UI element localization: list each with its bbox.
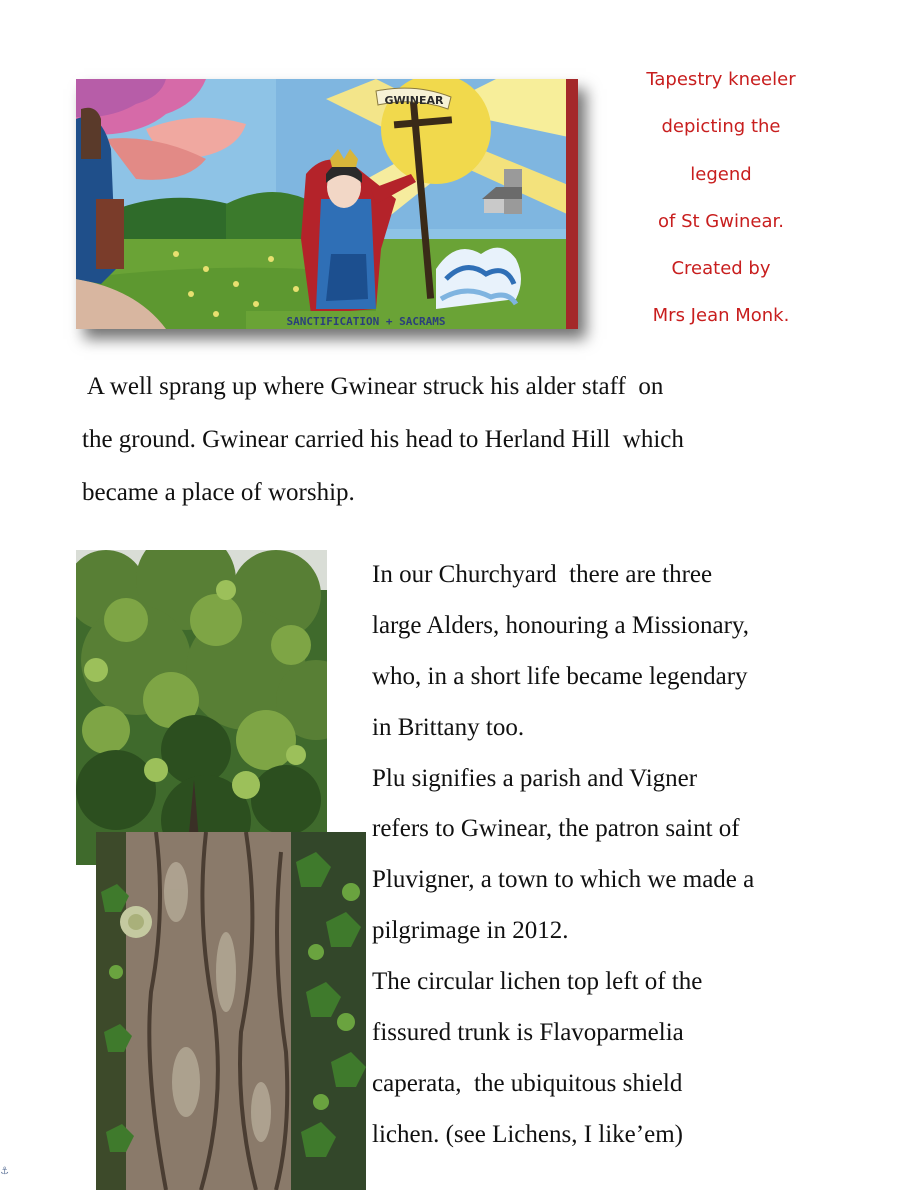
body-line: In our Churchyard there are three xyxy=(372,561,713,588)
intro-line: became a place of worship. xyxy=(82,479,355,506)
body-line: in Brittany too. xyxy=(372,713,525,741)
body-line: who, in a short life became legendary xyxy=(372,662,748,690)
body-line: pilgrimage in 2012. xyxy=(372,917,569,945)
body-line: lichen. (see Lichens, I like’em) xyxy=(372,1120,683,1148)
caption-line: Tapestry kneeler xyxy=(646,69,796,90)
caption-line: Created by xyxy=(671,258,771,280)
tapestry-banner-text: GWINEAR xyxy=(384,94,444,107)
fissured-trunk-photo xyxy=(96,832,366,1190)
image-caption xyxy=(610,62,832,346)
intro-line: the ground. Gwinear carried his head to Herland Hill which xyxy=(82,426,684,453)
caption-line: depicting the xyxy=(661,116,781,138)
body-line: large Alders, honouring a Missionary, xyxy=(372,611,750,639)
body-line: caperata, the ubiquitous shield xyxy=(372,1069,683,1097)
intro-line: A well sprang up where Gwinear struck his alder staff on xyxy=(82,373,664,400)
body-line: fissured trunk is Flavoparmelia xyxy=(372,1019,684,1047)
body-paragraph xyxy=(372,550,872,1161)
body-line: Plu signifies a parish and Vigner xyxy=(372,764,698,792)
body-line: The circular lichen top left of the xyxy=(372,968,703,996)
caption-line: of St Gwinear. xyxy=(658,210,784,232)
anchor-marker-icon: ⚓ xyxy=(0,1166,9,1177)
tapestry-kneeler-image xyxy=(76,79,578,329)
tapestry-bottom-text: SANCTIFICATION + SACRAMS xyxy=(286,315,446,328)
caption-line: Mrs Jean Monk. xyxy=(652,305,790,327)
body-line: Pluvigner, a town to which we made a xyxy=(372,866,755,894)
body-line: refers to Gwinear, the patron saint of xyxy=(372,815,740,843)
intro-paragraph xyxy=(82,360,842,519)
alder-tree-photo xyxy=(76,550,327,865)
caption-line: legend xyxy=(690,163,752,185)
